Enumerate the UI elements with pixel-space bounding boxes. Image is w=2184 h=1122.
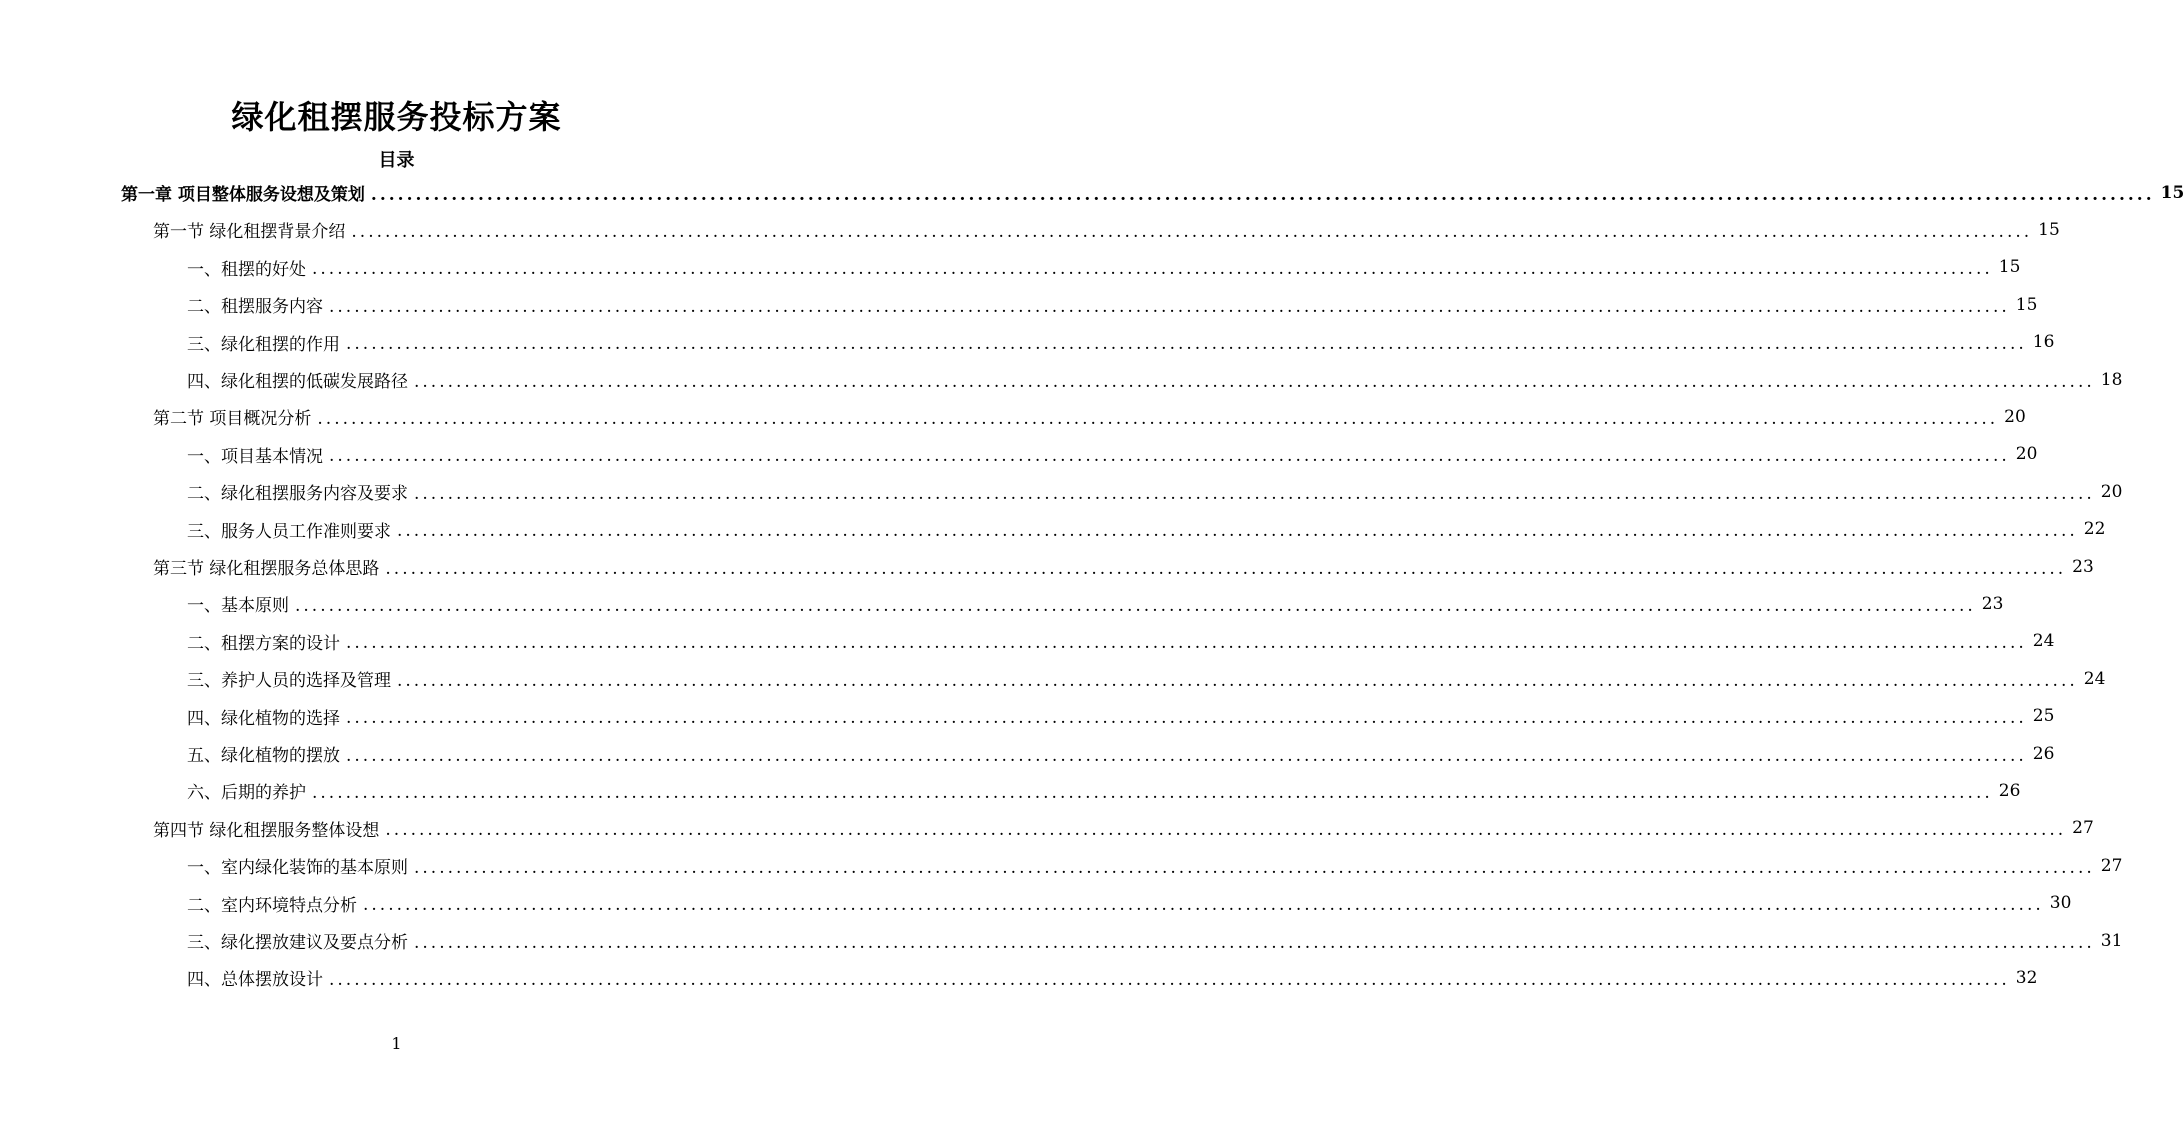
toc-heading: 目录 [378, 150, 415, 171]
toc-entry-page: 16 [2032, 332, 2055, 353]
toc-leader-dots: ........................................................................................................................................................................................................ [370, 184, 2155, 205]
toc-leader-dots: ........................................................................................................................................................................................................ [385, 558, 2067, 579]
toc-entry-page: 26 [2032, 743, 2055, 764]
toc-entry-label: 第三节 绿化租摆服务总体思路 [153, 559, 380, 579]
toc-entry[interactable] [187, 885, 2072, 922]
toc-entry-page: 23 [2072, 556, 2094, 577]
toc-entry-page: 22 [2083, 519, 2106, 540]
toc-entry-label: 五、绿化植物的摆放 [187, 746, 340, 766]
toc-entry[interactable] [153, 810, 2094, 847]
toc-entry-label: 第一章 项目整体服务设想及策划 [121, 185, 365, 205]
toc-entry-page: 27 [2072, 818, 2094, 839]
toc-entry-page: 15 [2038, 219, 2060, 240]
toc-leader-dots: ........................................................................................................................................................................................................ [329, 296, 2010, 317]
toc-entry-page: 20 [2004, 406, 2026, 427]
toc-leader-dots: ........................................................................................................................................................................................................ [312, 259, 1993, 280]
toc-entry-label: 三、绿化租摆的作用 [187, 334, 340, 355]
toc-entry[interactable] [187, 772, 2021, 809]
toc-entry-label: 二、室内环境特点分析 [187, 895, 357, 916]
toc-leader-dots: ........................................................................................................................................................................................................ [414, 371, 2095, 392]
toc-entry[interactable] [187, 847, 2123, 884]
toc-leader-dots: ........................................................................................................................................................................................................ [397, 521, 2078, 542]
toc-entry-page: 15 [2015, 294, 2038, 315]
toc-entry-page: 23 [1981, 593, 2004, 614]
toc-entry-page: 20 [2100, 481, 2123, 502]
toc-entry[interactable] [187, 698, 2055, 735]
toc-leader-dots: ........................................................................................................................................................................................................ [346, 334, 2027, 355]
toc-entry-label: 六、后期的养护 [187, 783, 306, 804]
toc-entry-label: 第四节 绿化租摆服务整体设想 [153, 820, 380, 841]
toc-entry[interactable] [187, 361, 2123, 398]
toc-leader-dots: ........................................................................................................................................................................................................ [346, 745, 2027, 766]
toc-entry[interactable] [187, 324, 2055, 361]
toc-entry-label: 一、室内绿化装饰的基本原则 [187, 858, 408, 879]
toc-entry-label: 第一节 绿化租摆背景介绍 [153, 222, 346, 243]
toc-entry-page: 27 [2100, 855, 2123, 876]
toc-entry-page: 26 [1998, 780, 2021, 801]
toc-entry-page: 18 [2100, 369, 2123, 390]
toc-entry-label: 一、基本原则 [187, 596, 289, 617]
toc-entry[interactable] [187, 286, 2038, 323]
toc-entry[interactable] [121, 174, 2184, 211]
toc-leader-dots: ........................................................................................................................................................................................................ [346, 708, 2027, 729]
toc-entry-page: 20 [2015, 444, 2038, 465]
toc-leader-dots: ........................................................................................................................................................................................................ [312, 782, 1993, 803]
toc-leader-dots: ........................................................................................................................................................................................................ [414, 483, 2095, 504]
toc-entry-page: 30 [2049, 893, 2072, 914]
toc-entry[interactable] [187, 922, 2123, 959]
toc-entry-label: 三、绿化摆放建议及要点分析 [187, 933, 408, 953]
toc-entry[interactable] [187, 436, 2038, 473]
toc-entry[interactable] [187, 959, 2038, 996]
toc-entry-page: 15 [2160, 182, 2184, 203]
toc-entry[interactable] [187, 623, 2055, 660]
toc-leader-dots: ........................................................................................................................................................................................................ [329, 446, 2010, 467]
toc-leader-dots: ........................................................................................................................................................................................................ [414, 932, 2095, 953]
toc-entry-page: 25 [2032, 706, 2055, 727]
toc-entry[interactable] [187, 511, 2106, 548]
toc-entry[interactable] [187, 249, 2021, 286]
toc-entry-label: 二、绿化租摆服务内容及要求 [187, 484, 408, 505]
toc-leader-dots: ........................................................................................................................................................................................................ [346, 633, 2027, 654]
toc-entry[interactable] [187, 735, 2055, 772]
toc-entry-label: 三、养护人员的选择及管理 [187, 671, 391, 692]
toc-entry-label: 二、租摆方案的设计 [187, 633, 340, 654]
toc-leader-dots: ........................................................................................................................................................................................................ [385, 820, 2067, 841]
toc-leader-dots: ........................................................................................................................................................................................................ [363, 895, 2044, 916]
toc-entry-label: 四、总体摆放设计 [187, 970, 323, 991]
toc-entry-page: 24 [2083, 668, 2106, 689]
toc-entry[interactable] [153, 211, 2060, 248]
toc-entry[interactable] [187, 585, 2004, 622]
toc-entry[interactable] [153, 548, 2094, 585]
toc-entry[interactable] [187, 660, 2106, 697]
toc-entry-label: 第二节 项目概况分析 [153, 409, 312, 430]
toc-leader-dots: ........................................................................................................................................................................................................ [329, 969, 2010, 990]
toc-leader-dots: ........................................................................................................................................................................................................ [295, 595, 1976, 616]
document-title: 绿化租摆服务投标方案 [231, 98, 562, 136]
toc-entry-label: 一、租摆的好处 [187, 259, 306, 280]
toc-entry-label: 四、绿化植物的选择 [187, 708, 340, 729]
toc-entry-label: 二、租摆服务内容 [187, 297, 323, 318]
toc-entry-page: 32 [2015, 967, 2038, 988]
toc-leader-dots: ........................................................................................................................................................................................................ [351, 221, 2033, 242]
toc-entry-label: 四、绿化租摆的低碳发展路径 [187, 372, 408, 392]
toc-leader-dots: ........................................................................................................................................................................................................ [397, 670, 2078, 691]
toc-entry-page: 31 [2100, 930, 2123, 951]
toc-entry-label: 三、服务人员工作准则要求 [187, 521, 391, 542]
page-number: 1 [391, 1034, 402, 1053]
toc-entry-label: 一、项目基本情况 [187, 446, 323, 467]
toc-entry-page: 15 [1998, 257, 2021, 278]
toc-entry[interactable] [153, 398, 2026, 435]
toc-leader-dots: ........................................................................................................................................................................................................ [414, 857, 2095, 878]
toc-leader-dots: ........................................................................................................................................................................................................ [317, 408, 1999, 429]
toc-entry-page: 24 [2032, 631, 2055, 652]
toc-entry[interactable] [187, 473, 2123, 510]
